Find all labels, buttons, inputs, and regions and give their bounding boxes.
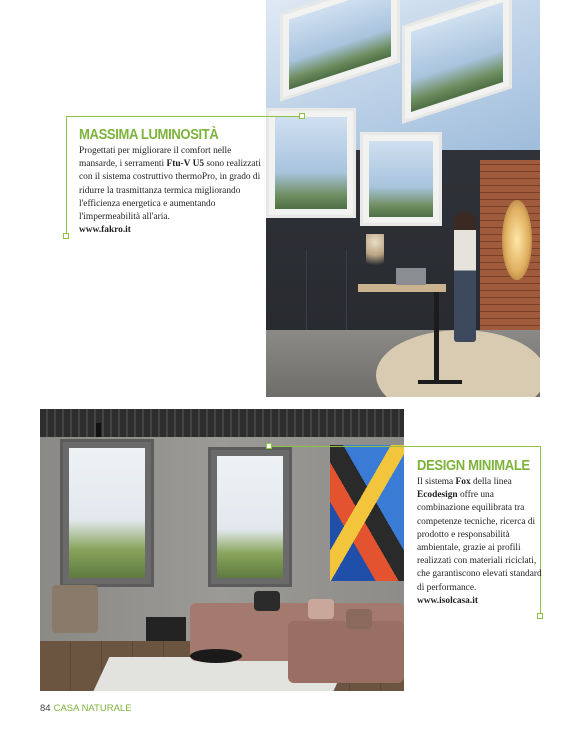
- desk: [358, 284, 446, 292]
- callout-line: [66, 116, 302, 117]
- living-room-photo: [40, 409, 404, 691]
- callout-marker: [299, 113, 305, 119]
- article-design-minimale: [417, 458, 543, 608]
- lower-window: [266, 108, 356, 218]
- article-massima-luminosita: [79, 127, 265, 237]
- product-line: Ecodesign: [417, 490, 458, 501]
- headline: MASSIMA LUMINOSITÀ: [79, 127, 219, 143]
- window: [208, 447, 292, 587]
- sofa-chaise: [288, 621, 404, 683]
- page-footer: [40, 703, 132, 714]
- callout-marker: [63, 233, 69, 239]
- ceiling-spotlight: [96, 423, 101, 437]
- website-link[interactable]: www.fakro.it: [79, 225, 131, 236]
- magazine-name: CASA NATURALE: [53, 703, 132, 714]
- product-name: Ftu-V U5: [166, 159, 205, 170]
- lower-window: [360, 132, 442, 226]
- body-text: Il sistema Fox della linea Ecodesign offre una combinazione equilibrata tra competenze tecniche, ricerca di prodotto e responsabilità ambientale, grazie ai profili realizzati con materiali riciclati, che garantiscono elevati standard di performance.: [417, 477, 542, 593]
- callout-marker: [266, 443, 272, 449]
- attic-roof-windows-photo: [266, 0, 540, 397]
- woman-standing: [454, 212, 476, 342]
- website-link[interactable]: www.isolcasa.it: [417, 595, 478, 606]
- page-number: 84: [40, 703, 51, 714]
- body-text: Progettati per migliorare il comfort nelle mansarde, i serramenti Ftu-V U5 sono realizzati con il sistema costruttivo thermoPro, in grado di ridurre la trasmittanza termica migliorando l'efficienza energetica e aumentando l'impermeabilità all'aria.: [79, 146, 261, 223]
- product-name: Fox: [455, 477, 471, 487]
- callout-marker: [537, 613, 543, 619]
- lounge-chair: [52, 585, 98, 633]
- callout-line: [66, 116, 67, 236]
- callout-line: [269, 446, 541, 447]
- cushion: [308, 599, 334, 619]
- slatted-ceiling: [40, 409, 404, 437]
- side-table: [146, 617, 186, 641]
- window: [60, 439, 154, 587]
- laptop: [396, 268, 426, 285]
- headline: DESIGN MINIMALE: [417, 458, 530, 474]
- coffee-table: [190, 649, 242, 663]
- woven-lamp: [502, 200, 532, 280]
- cushion: [254, 591, 280, 611]
- dried-flowers: [366, 234, 384, 274]
- cushion: [346, 609, 372, 629]
- abstract-painting: [330, 445, 404, 581]
